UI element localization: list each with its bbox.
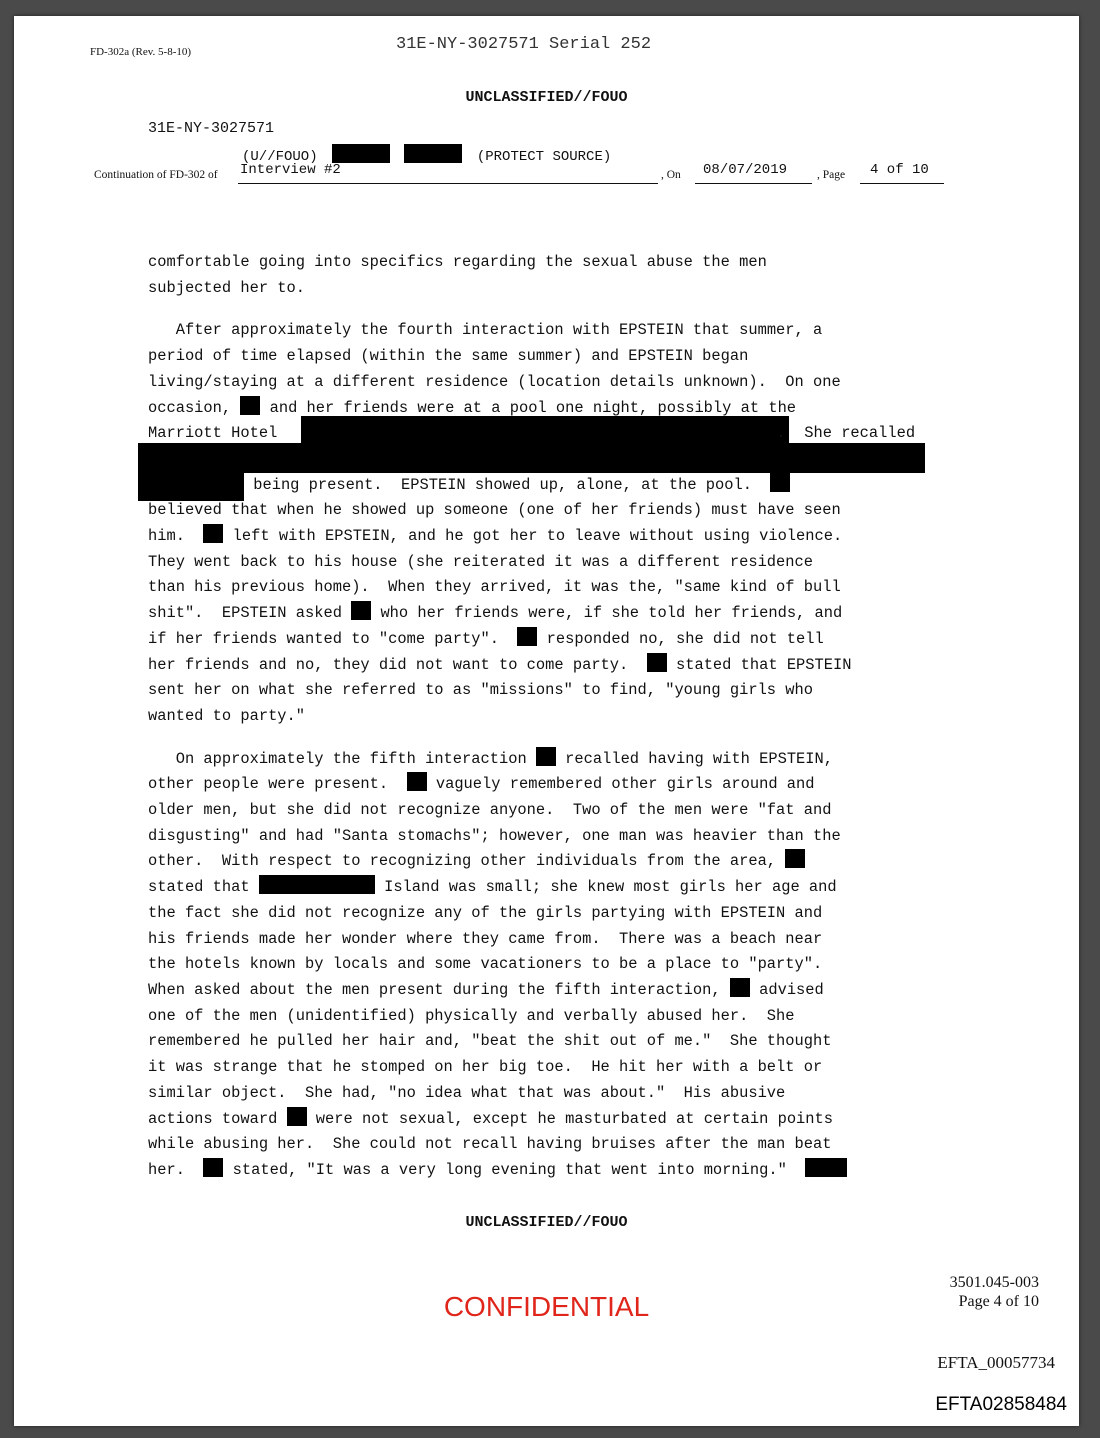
document-code: 3501.045-003	[949, 1274, 1039, 1291]
document-page	[14, 16, 1079, 1426]
subject-prefix: (U//FOUO)	[242, 149, 318, 165]
redaction-box	[407, 772, 427, 791]
redaction-box	[351, 601, 371, 620]
redaction-box	[770, 473, 790, 492]
redaction-box	[259, 875, 375, 894]
efta-number-1: EFTA_00057734	[937, 1353, 1055, 1372]
interview-title: Interview #2	[240, 162, 341, 178]
redaction-box	[203, 524, 223, 543]
interview-body	[148, 250, 968, 1201]
document-code-block	[950, 1273, 1039, 1311]
redaction-box	[287, 1107, 307, 1126]
paragraph-2: After approximately the fourth interaction with EPSTEIN that summer, a period of time elapsed (within the same summer) and EPSTEIN began living/staying at a different residence (location details unknown). On one occasion, and her friends were at a pool one night, possibly at the Marriott Hotel . She recalled being present. EPSTEIN showed up, alone, at the pool. believed that when he showed up someone (one of her friends) must have seen him. left with EPSTEIN, and he got her to leave without using violence. They went back to his house (she reiterated it was a different residence than his previous home). When they arrived, it was the, "same kind of bull shit". EPSTEIN asked who her friends were, if she told her friends, and if her friends wanted to "come party". responded no, she did not tell her friends and no, they did not want to come party. stated that EPSTEIN sent her on what she referred to as "missions" to find, "young girls who wanted to party."	[148, 321, 916, 725]
case-number: 31E-NY-3027571	[148, 120, 275, 137]
page-label: , Page	[817, 169, 846, 181]
classification-top: UNCLASSIFIED//FOUO	[465, 89, 628, 106]
form-id: FD-302a (Rev. 5-8-10)	[90, 46, 192, 58]
redaction-box	[805, 1158, 847, 1177]
interview-field	[238, 164, 658, 184]
page-field	[860, 164, 944, 184]
redaction-box	[203, 1158, 223, 1177]
efta-number-2: EFTA02858484	[935, 1394, 1067, 1415]
redaction-box	[240, 396, 260, 415]
redaction-box	[332, 144, 390, 163]
redaction-box	[517, 627, 537, 646]
redaction-box	[785, 849, 805, 868]
subject-suffix: (PROTECT SOURCE)	[476, 149, 612, 165]
paragraph-3: On approximately the fifth interaction recalled having with EPSTEIN, other people were present. vaguely remembered other girls around and older men, but she did not recognize anyone. Two of the men were "fat and disgusting" and had "Santa stomachs"; however, one man was heavier than the other. With respect to recognizing other individuals from the area, stated that Island was small; she knew most girls her age and the fact she did not recognize any of the girls partying with EPSTEIN and his friends made her wonder where they came from. There was a beach near the hotels known by locals and some vacationers to be a place to "party". When asked about the men present during the fifth interaction, advised one of the men (unidentified) physically and verbally abused her. She remembered he pulled her hair and, "beat the shit out of me." She thought it was strange that he stomped on her big toe. He hit her with a belt or similar object. She had, "no idea what that was about." His abusive actions toward were not sexual, except he masturbated at certain points while abusing her. She could not recall having bruises after the man beat her. stated, "It was a very long evening that went into morning."	[148, 747, 968, 1184]
on-label: , On	[661, 169, 681, 181]
redaction-box	[647, 653, 667, 672]
redaction-box	[536, 747, 556, 766]
continuation-label: Continuation of FD-302 of	[94, 169, 218, 181]
classification-bottom: UNCLASSIFIED//FOUO	[465, 1214, 628, 1231]
redaction-box	[404, 144, 462, 163]
paragraph-1: comfortable going into specifics regarding the sexual abuse the men subjected her to.	[148, 253, 767, 297]
redaction-box	[730, 978, 750, 997]
page-number: 4 of 10	[870, 162, 929, 178]
confidential-stamp: CONFIDENTIAL	[443, 1291, 650, 1322]
interview-date: 08/07/2019	[703, 162, 788, 178]
document-page-count: Page 4 of 10	[958, 1293, 1039, 1310]
serial-number: 31E-NY-3027571 Serial 252	[396, 35, 652, 54]
date-field	[695, 164, 812, 184]
